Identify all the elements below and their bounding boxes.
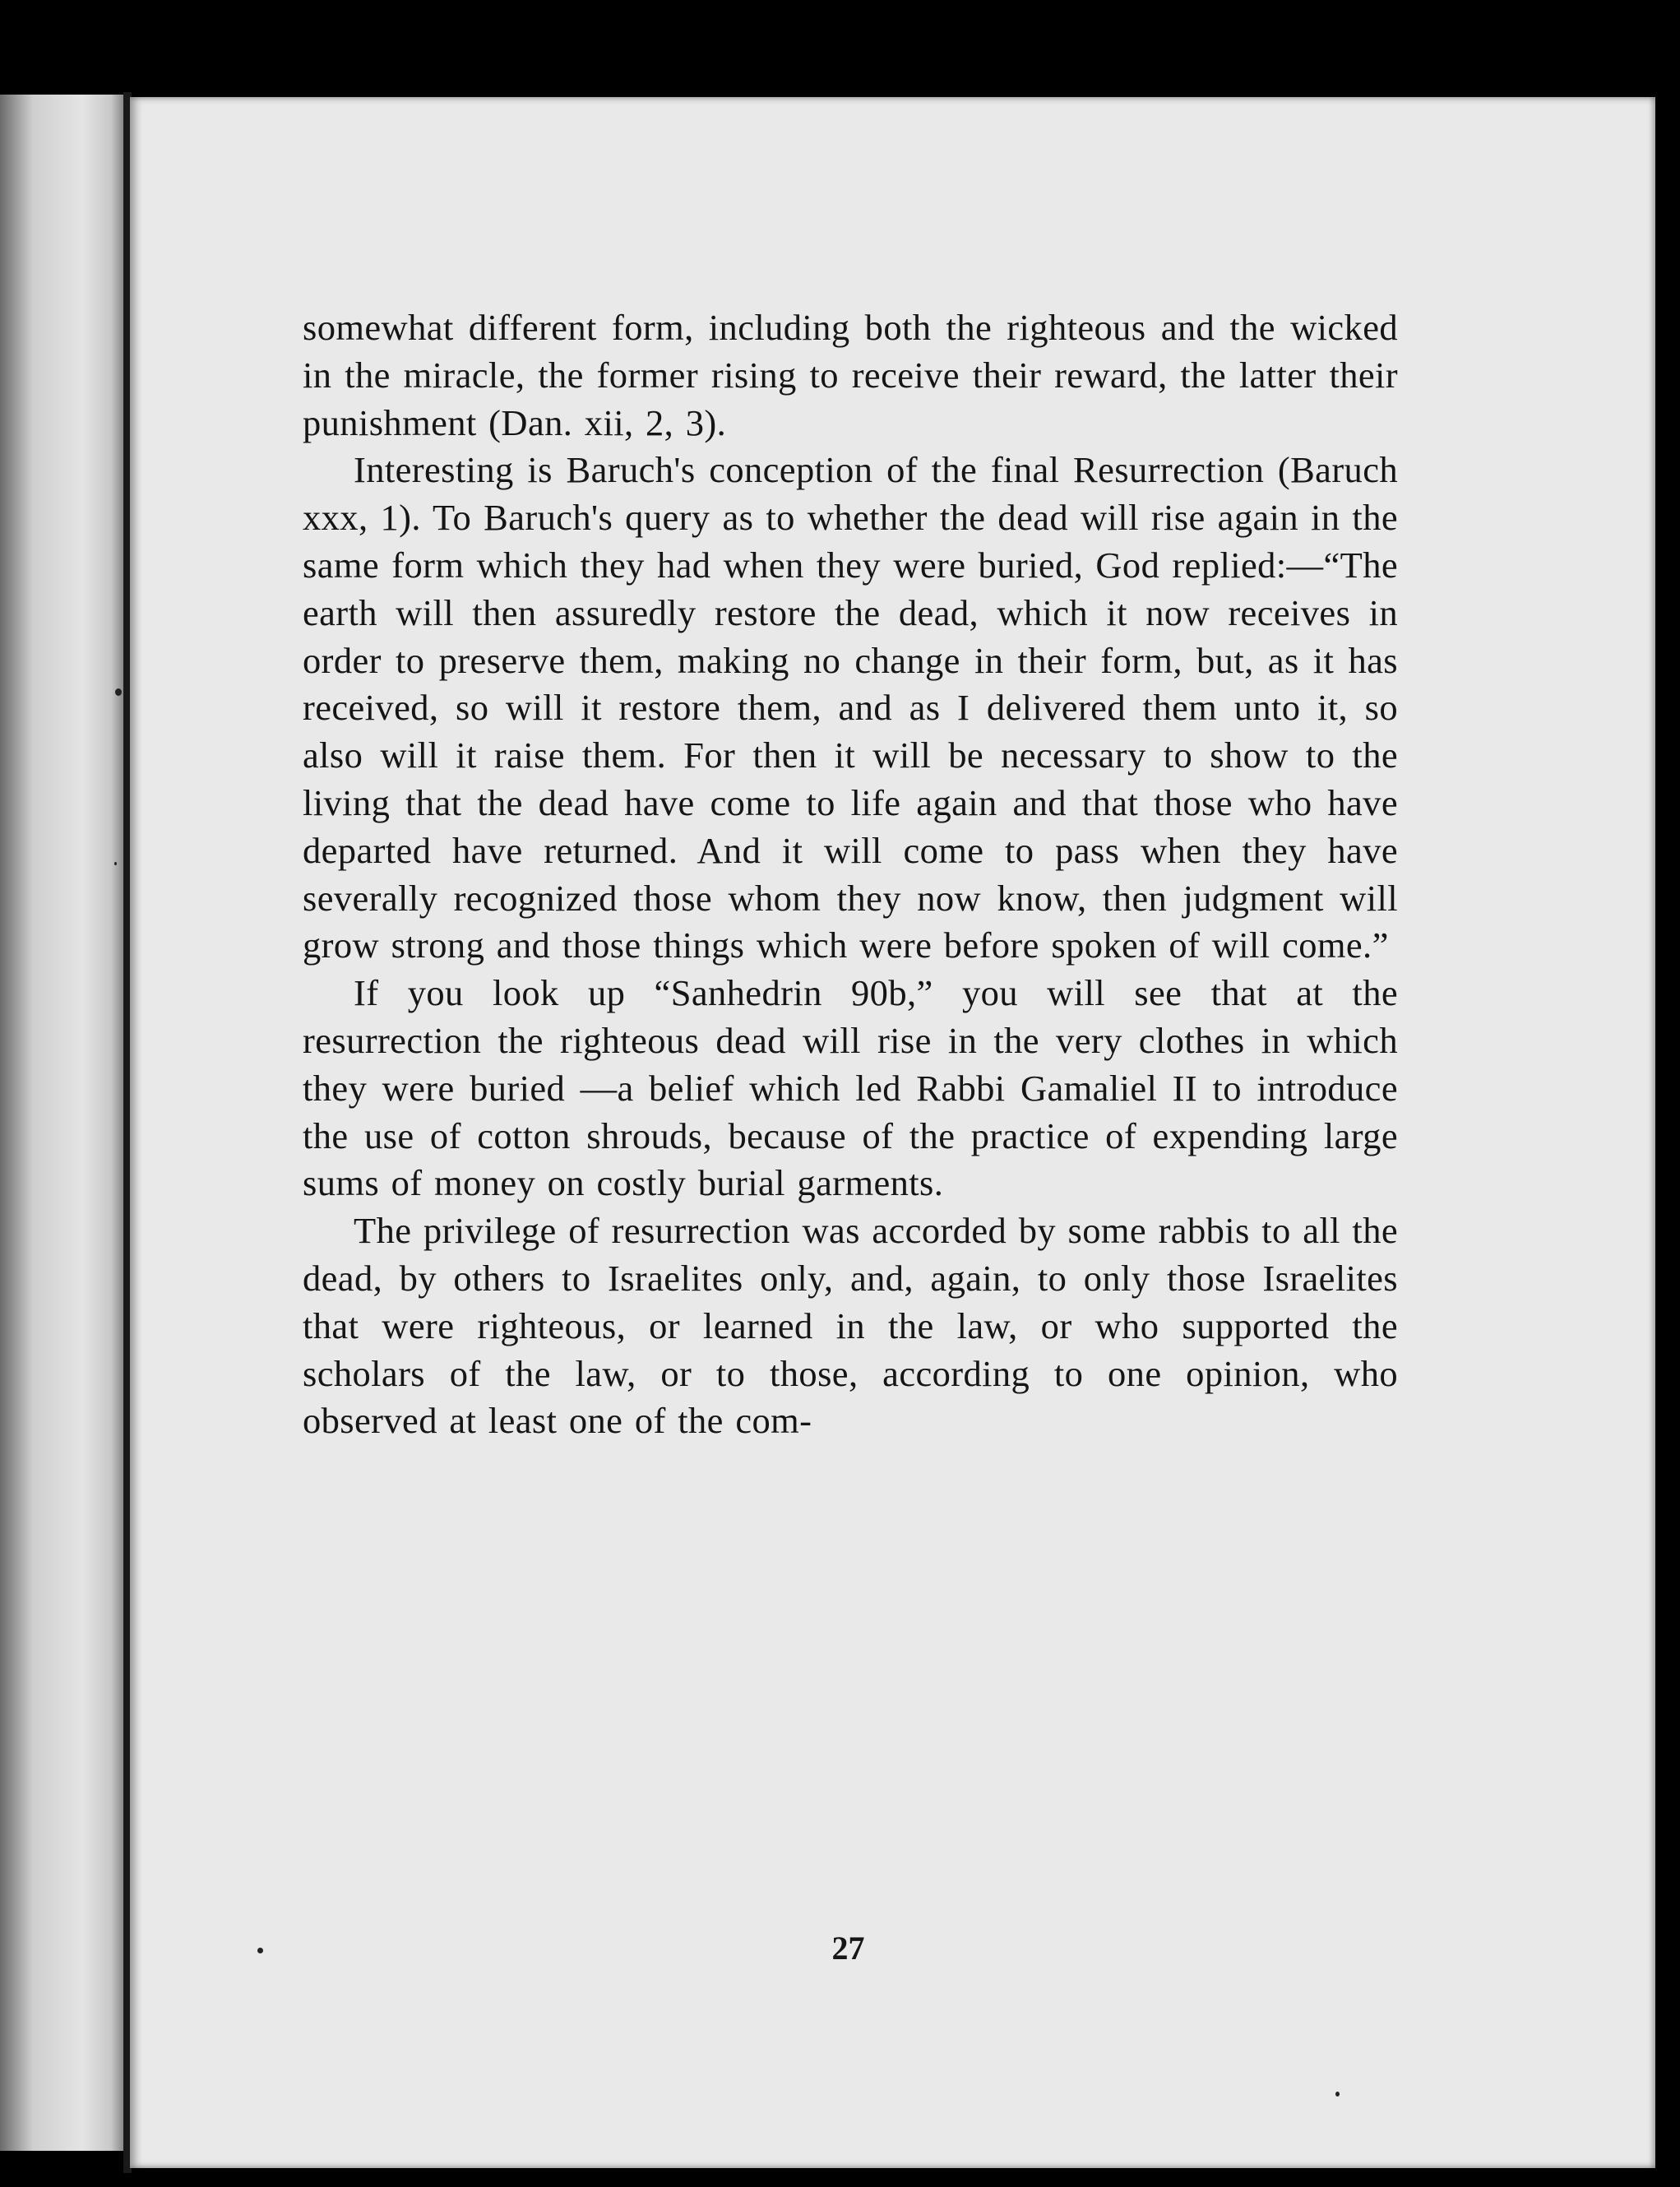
paragraph-1: somewhat different form, including both the righteous and the wicked in the miracle, the former rising to receive their reward, the latter their punishment (Dan. xii, 2, 3). [303, 307, 1398, 443]
scan-speck [115, 688, 122, 696]
paragraph-4: The privilege of resurrection was accorded by some rabbis to all the dead, by others to Israelites only, and, again, to only those Israelites that were righteous, or learned in the law, or who supported the scholars of the law, or to those, according to one opinion, who observed at least one of the com- [303, 1210, 1398, 1442]
paragraph-2: Interesting is Baruch's conception of the final Resurrection (Baruch xxx, 1). To Baruch's query as to whether the dead will rise again in the same form which they had when they were buried, God replied:—“The earth will then assuredly restore the dead, which it now receives in order to preserve them, making no change in their form, but, as it has received, so will it restore them, and as I delivered them unto it, so also will it raise them. For then it will be necessary to show to the living that the dead have come to life again and that those who have departed have returned. And it will come to pass when they have severally recognized those whom they now know, then judgment will grow strong and those things which were before spoken of will come.” [303, 449, 1398, 966]
body-text [303, 304, 1398, 1445]
page-number: 27 [831, 1930, 865, 1967]
scan-speck [1335, 2092, 1340, 2097]
left-page-edge [0, 95, 123, 2151]
paragraph-3: If you look up “Sanhedrin 90b,” you will see that at the resurrection the righteous dead will rise in the very clothes in which they were buried —a belief which led Rabbi Gamaliel II to introduce the use of cotton shrouds, because of the practice of expending large sums of money on costly burial garments. [303, 972, 1398, 1204]
scan-speck [257, 1948, 263, 1953]
scan-speck [114, 862, 117, 865]
